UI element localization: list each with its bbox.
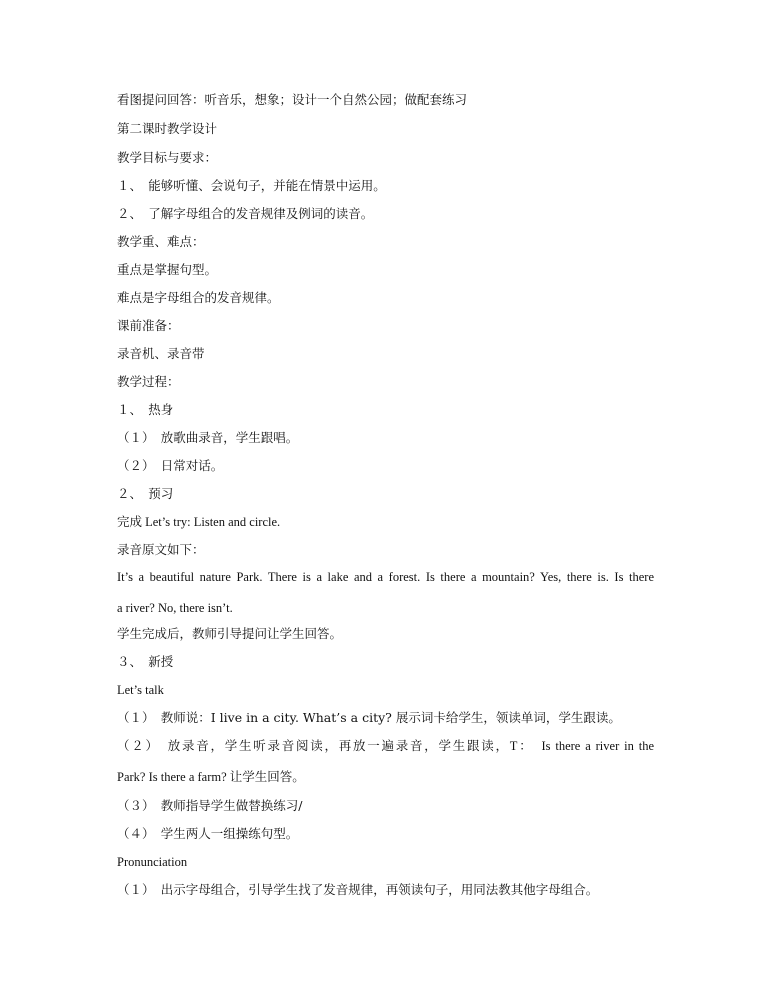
preparation-heading: 课前准备： [117,318,180,333]
transcript-paragraph [117,569,654,616]
preview-followup-line: 学生完成后，教师引导提问让学生回答。 [117,626,343,641]
talk-item-2-paragraph [117,738,654,785]
talk-item-2-line-2: Park? Is there a farm? 让学生回答。 [117,770,305,784]
objective-item-1: １、 能够听懂、会说句子，并能在情景中运用。 [117,178,386,193]
warmup-item-2: （２） 日常对话。 [117,458,224,473]
objective-item-2: ２、 了解字母组合的发音规律及例词的读音。 [117,206,374,221]
transcript-heading: 录音原文如下： [117,542,205,557]
objectives-heading: 教学目标与要求： [117,150,218,165]
talk-item-1: （１） 教师说：I live in a city. What’s a city? 展示词卡给学生，领读单词，学生跟读。 [117,710,621,725]
process-heading: 教学过程： [117,374,180,389]
preparation-items: 录音机、录音带 [117,346,205,361]
talk-item-3: （３） 教师指导学生做替换练习/ [117,798,303,813]
transcript-line-1: It’s a beautiful nature Park. There is a lake and a forest. Is there a mountain? Yes, there is. Is there [117,570,654,584]
step-new-lesson-heading: ３、 新授 [117,654,174,669]
pronunciation-heading: Pronunciation [117,855,188,869]
key-point-line: 重点是掌握句型。 [117,262,218,277]
key-points-heading: 教学重、难点： [117,234,205,249]
preview-task-line: 完成 Let’s try: Listen and circle. [117,515,281,529]
step-warmup-heading: １、 热身 [117,402,174,417]
lesson-title: 第二课时教学设计 [117,121,218,136]
lets-talk-heading: Let’s talk [117,683,164,697]
activity-summary-line: 看图提问回答：听音乐，想象；设计一个自然公园；做配套练习 [117,92,468,107]
difficult-point-line: 难点是字母组合的发音规律。 [117,290,280,305]
step-preview-heading: ２、 预习 [117,486,174,501]
talk-item-2-line-1: （２） 放录音，学生听录音阅读，再放一遍录音，学生跟读，T： Is there a river in the [117,739,654,753]
talk-item-4: （４） 学生两人一组操练句型。 [117,826,299,841]
pronunciation-item-1: （１） 出示字母组合，引导学生找了发音规律，再领读句子，用同法教其他字母组合。 [117,882,599,897]
warmup-item-1: （１） 放歌曲录音，学生跟唱。 [117,430,299,445]
transcript-line-2: a river? No, there isn’t. [117,601,233,615]
